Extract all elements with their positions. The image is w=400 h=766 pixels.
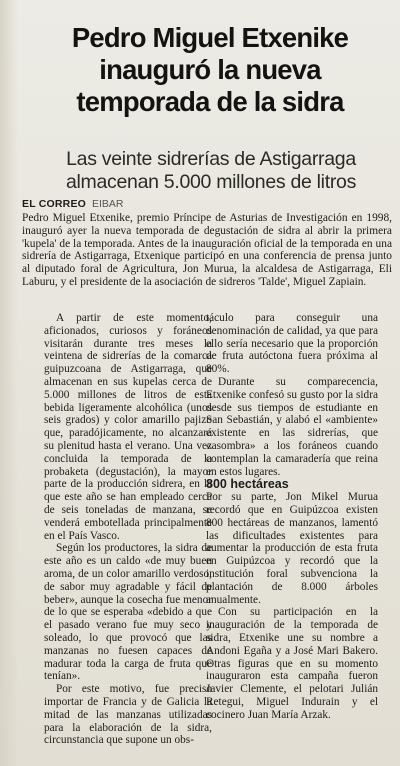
body-column-2	[206, 312, 378, 722]
body-paragraph: A partir de este momento, aficionados, curiosos y foráneos visitarán durante tres meses la veintena de sidrerías de la comarca guipuzcoana de Astigarraga, que almacenan en sus kupelas cerca de 5.000 millones de litros de esta bebida ligeramente alcohólica (unos seis grados) y color amarillo pajizo que, paradójicamente, no alcanzará su plenitud hasta el verano. Una vez concluida la temporada de la probaketa (degustación), la mayor parte de la producción sidrera, en la que este año se han empleado cerca de seis toneladas de manzana, se venderá embotellada principalmente en el País Vasco.	[44, 312, 212, 542]
body-column-1	[44, 312, 212, 747]
byline-place: EIBAR	[91, 198, 124, 210]
body-paragraph: Con su participación en la inauguración de la temporada de sidra, Etxenike une su nombre a Andoni Egaña y a José Mari Bakero. Otras figuras que en su momento inauguraron esta campaña fueron Javier Clemente, el pelotari Julián Retegui, Miguel Indurain y el cocinero Juan María Arzak.	[206, 606, 378, 721]
body-paragraph-continued: táculo para conseguir una denominación de calidad, ya que para ello sería necesario que la proporción de fruta autóctona fuera próxima al 80%.	[206, 312, 378, 376]
body-paragraph: Durante su comparecencia, Etxenike confesó su gusto por la sidra desde sus tiempos de estudiante en San Sebastián, y alabó el «ambiente» existente en las sidrerías, que «asombra» a los foráneos cuando contemplan la camaradería que reina en estos lugares.	[206, 375, 378, 478]
subheadline: Las veinte sidrerías de Astigarraga almacenan 5.000 millones de litros	[65, 148, 357, 193]
page-edge-shadow	[0, 0, 18, 766]
headline: Pedro Miguel Etxenike inauguró la nueva temporada de la sidra	[71, 22, 349, 117]
body-paragraph: Por este motivo, fue preciso importar de Francia y de Galicia la mitad de las manzanas utilizadas para la elaboración de la sidra, circunstancia que supone un obs-	[44, 683, 212, 747]
byline	[22, 198, 123, 210]
section-heading: 800 hectáreas	[206, 477, 289, 492]
byline-org: EL CORREO	[22, 198, 87, 210]
lede-paragraph: Pedro Miguel Etxenike, premio Príncipe de Asturias de Investigación en 1998, inauguró ayer la nueva temporada de degustación de sidra al abrir la primera 'kupela' de la temporada. Antes de la inauguración oficial de la temporada en una sidrería de Astigarraga, Etxenique participó en una conferencia de prensa junto al diputado foral de Agricultura, Jon Murua, la alcaldesa de Astigarraga, Eli Laburu, y el presidente de la asociación de sidreros 'Talde', Miguel Zapiain.	[22, 212, 392, 288]
body-paragraph: Según los productores, la sidra de este año es un caldo «de muy buen aroma, de un color amarillo verdoso, de sabor muy agradable y fácil de beber», aunque la cosecha fue menor de lo que se esperaba «debido a que el pasado verano fue muy seco y soleado, lo que provocó que las manzanas no fuesen capaces de madurar toda la carga de fruta que tenían».	[44, 542, 212, 683]
body-paragraph: Por su parte, Jon Mikel Murua recordó que en Guipúzcoa existen 800 hectáreas de manzanos, lamentó las dificultades existentes para aumentar la producción de esta fruta en Guipúzcoa y recordó que la institución foral subvenciona la plantación de 8.000 árboles anualmente.	[206, 491, 378, 606]
